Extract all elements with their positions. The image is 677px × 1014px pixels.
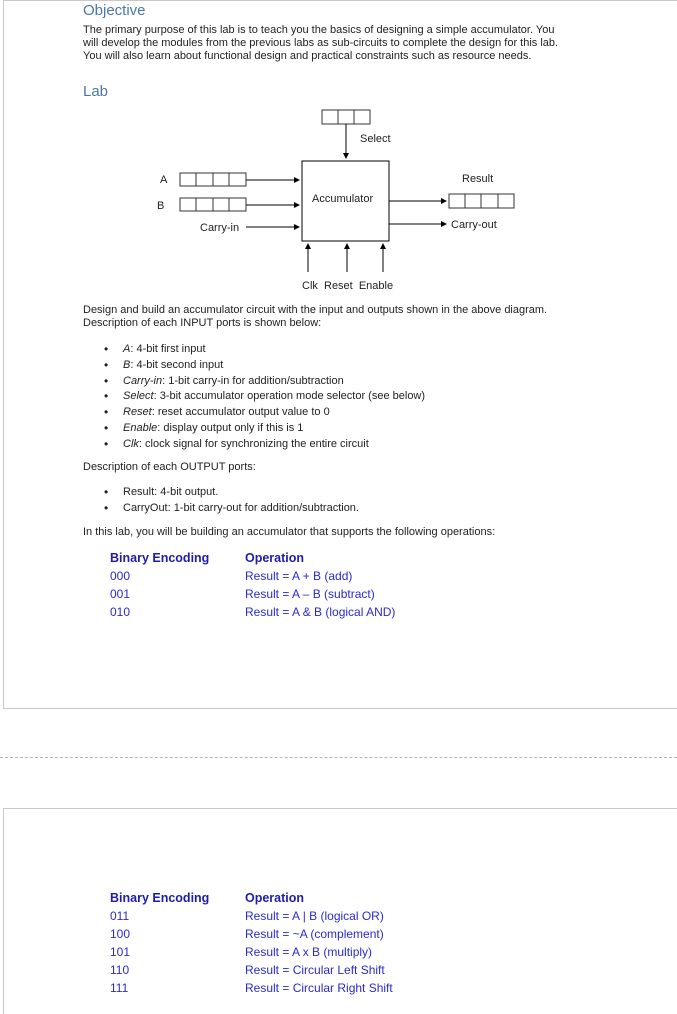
list-item: • CarryOut: 1-bit carry-out for addition/subtraction. <box>104 501 359 517</box>
table-cell-code: 110 <box>110 963 130 977</box>
result-label: Result <box>462 173 494 185</box>
page-separator <box>0 757 677 758</box>
b-label: B <box>157 200 165 212</box>
table-header-code: Binary Encoding <box>110 551 210 565</box>
objective-line-3: You will also learn about functional design and practical constraints such as resource needs. <box>83 50 532 62</box>
list-item: • Clk: clock signal for synchronizing the entire circuit <box>104 437 425 453</box>
a-register <box>180 173 246 186</box>
carry-in-label: Carry-in <box>200 222 240 234</box>
table-cell-operation: Result = A x B (multiply) <box>245 945 373 959</box>
design-line-1: Design and build an accumulator circuit with the input and outputs shown in the above diagram. <box>83 304 548 316</box>
objective-line-2: will develop the modules from the previous labs as sub-circuits to complete the design for this lab. <box>83 37 559 49</box>
input-port-list <box>104 342 425 453</box>
design-paragraph <box>83 304 643 330</box>
accumulator-label: Accumulator <box>312 193 374 205</box>
output-port-list <box>104 485 359 517</box>
table-2-operation-column <box>245 889 393 997</box>
b-register <box>180 198 246 211</box>
table-cell-code: 101 <box>110 945 131 959</box>
a-label: A <box>160 174 168 186</box>
table-1-code-column <box>110 549 209 621</box>
list-item: • B: 4-bit second input <box>104 358 425 374</box>
table-cell-code: 111 <box>110 981 129 995</box>
table-header-code: Binary Encoding <box>110 891 210 905</box>
select-register <box>322 110 370 124</box>
design-line-2: Description of each INPUT ports is shown below: <box>83 317 322 329</box>
table-1-operation-column <box>245 549 395 621</box>
accumulator-diagram <box>0 0 677 300</box>
table-header-operation: Operation <box>245 551 305 565</box>
table-cell-operation: Result = ~A (complement) <box>245 927 384 941</box>
output-heading: Description of each OUTPUT ports: <box>83 461 256 473</box>
clk-reset-enable-labels: Clk Reset Enable <box>302 280 394 292</box>
list-item: • Select: 3-bit accumulator operation mode selector (see below) <box>104 389 425 405</box>
table-cell-code: 100 <box>110 927 131 941</box>
table-cell-code: 001 <box>110 587 131 601</box>
table-cell-code: 010 <box>110 605 131 619</box>
carry-out-label: Carry-out <box>451 219 497 231</box>
table-cell-operation: Result = A – B (subtract) <box>245 587 375 601</box>
list-item: • Result: 4-bit output. <box>104 485 359 501</box>
table-cell-code: 011 <box>110 909 130 923</box>
list-item: • Carry-in: 1-bit carry-in for addition/subtraction <box>104 374 425 390</box>
list-item: • Reset: reset accumulator output value to 0 <box>104 405 425 421</box>
table-cell-code: 000 <box>110 569 131 583</box>
table-2-code-column <box>110 889 209 997</box>
result-register <box>449 194 514 208</box>
table-cell-operation: Result = A + B (add) <box>245 569 353 583</box>
table-cell-operation: Result = Circular Left Shift <box>245 963 385 977</box>
objective-heading: Objective <box>83 2 146 19</box>
table-cell-operation: Result = A | B (logical OR) <box>245 909 384 923</box>
table-cell-operation: Result = Circular Right Shift <box>245 981 393 995</box>
lab-heading: Lab <box>83 83 109 100</box>
table-header-operation: Operation <box>245 891 305 905</box>
table-cell-operation: Result = A & B (logical AND) <box>245 605 396 619</box>
objective-line-1: The primary purpose of this lab is to teach you the basics of designing a simple accumulator. You <box>83 24 555 36</box>
list-item: • A: 4-bit first input <box>104 342 425 358</box>
operations-intro: In this lab, you will be building an accumulator that supports the following operations: <box>83 526 496 538</box>
select-label: Select <box>360 133 391 145</box>
list-item: • Enable: display output only if this is 1 <box>104 421 425 437</box>
